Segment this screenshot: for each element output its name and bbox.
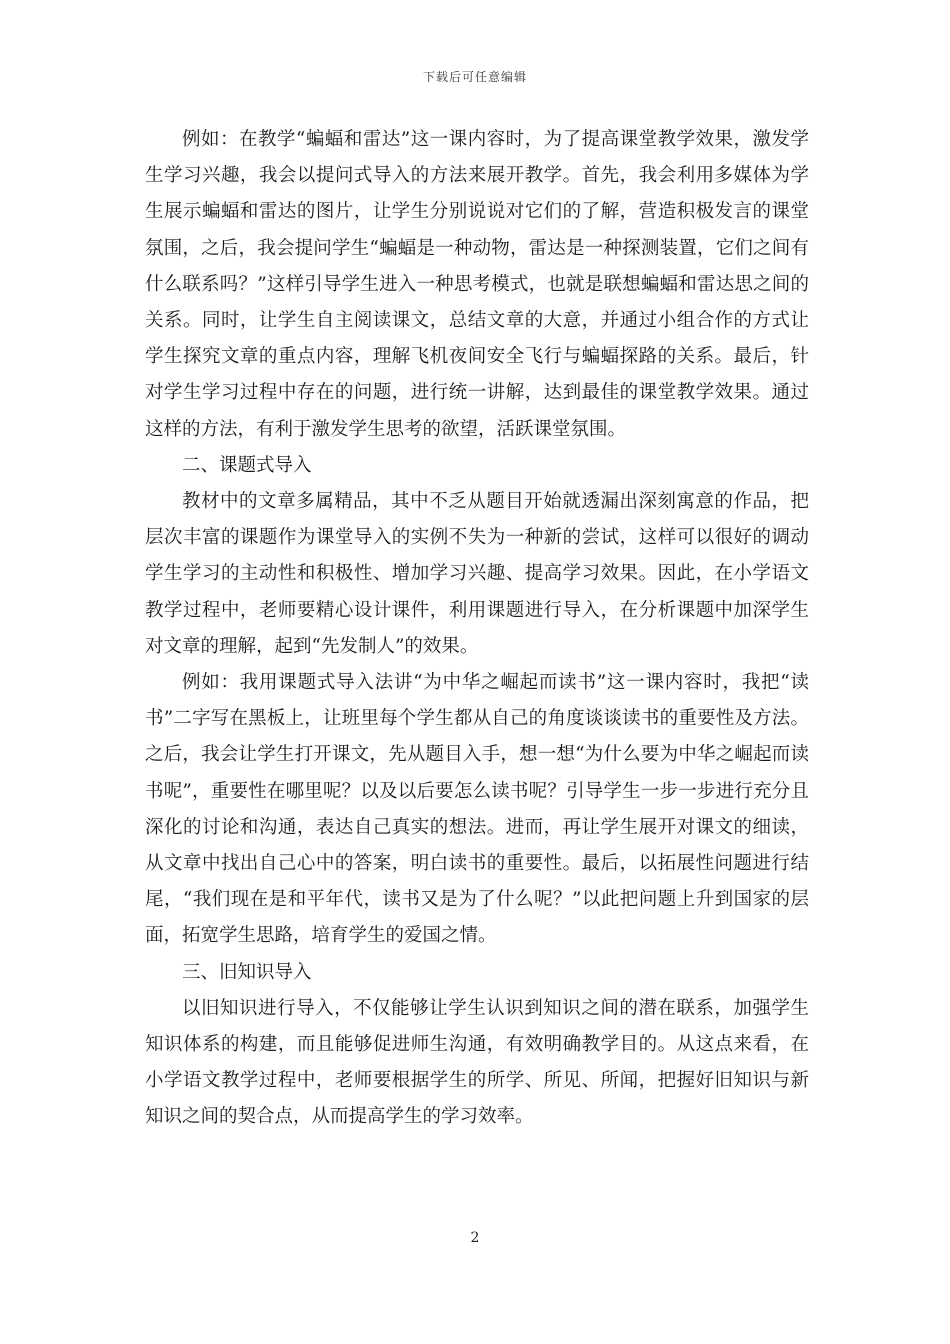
section-heading-old-knowledge: 三、旧知识导入 (182, 961, 312, 983)
paragraph-topic-intro: 教材中的文章多属精品，其中不乏从题目开始就透漏出深刻寓意的作品，把层次丰富的课题作为课堂导入的实例不失为一种新的尝试，这样可以很好的调动学生学习的主动性和积极性、增加学习兴趣、提高学习效果。因此，在小学语文教学过程中，老师要精心设计课件，利用课题进行导入，在分析课题中加深学生对文章的理解，起到“先发制人”的效果。 (145, 491, 809, 657)
page-number: 2 (470, 1230, 480, 1246)
page-header-note: 下载后可任意编辑 (422, 70, 527, 84)
paragraph-example-bat-radar: 例如：在教学“蝙蝠和雷达”这一课内容时，为了提高课堂教学效果，激发学生学习兴趣，我会以提问式导入的方法来展开教学。首先，我会利用多媒体为学生展示蝙蝠和雷达的图片，让学生分别说说对它们的了解，营造积极发言的课堂氛围，之后，我会提问学生“蝙蝠是一种动物，雷达是一种探测装置，它们之间有什么联系吗？”这样引导学生进入一种思考模式，也就是联想蝙蝠和雷达思之间的关系。同时，让学生自主阅读课文，总结文章的大意，并通过小组合作的方式让学生探究文章的重点内容，理解飞机夜间安全飞行与蝙蝠探路的关系。最后，针对学生学习过程中存在的问题，进行统一讲解，达到最佳的课堂教学效果。通过这样的方法，有利于激发学生思考的欲望，活跃课堂氛围。 (145, 129, 809, 440)
paragraph-old-knowledge: 以旧知识进行导入，不仅能够让学生认识到知识之间的潜在联系，加强学生知识体系的构建，而且能够促进师生沟通，有效明确教学目的。从这点来看，在小学语文教学过程中，老师要根据学生的所学、所见、所闻，把握好旧知识与新知识之间的契合点，从而提高学生的学习效率。 (145, 997, 809, 1128)
paragraph-example-reading: 例如：我用课题式导入法讲“为中华之崛起而读书”这一课内容时，我把“读书”二字写在黑板上，让班里每个学生都从自己的角度谈谈读书的重要性及方法。之后，我会让学生打开课文，先从题目入手，想一想“为什么要为中华之崛起而读书呢”，重要性在哪里呢？以及以后要怎么读书呢？引导学生一步一步进行充分且深化的讨论和沟通，表达自己真实的想法。进而，再让学生展开对课文的细读，从文章中找出自己心中的答案，明白读书的重要性。最后，以拓展性问题进行结尾，“我们现在是和平年代，读书又是为了什么呢？”以此把问题上升到国家的层面，拓宽学生思路，培育学生的爱国之情。 (145, 672, 809, 947)
document-body (145, 122, 809, 1136)
section-heading-topic-intro: 二、课题式导入 (182, 454, 312, 476)
